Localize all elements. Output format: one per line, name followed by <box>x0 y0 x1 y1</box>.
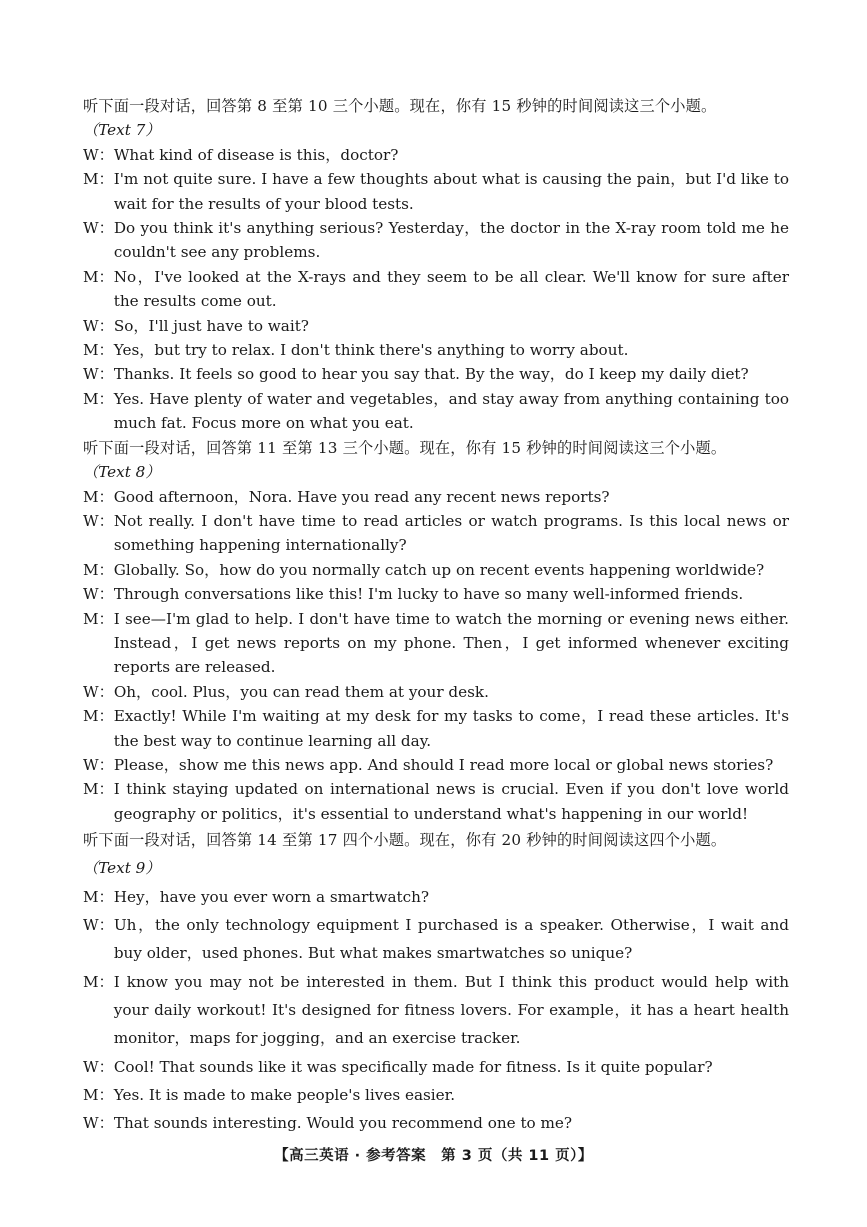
utterance: Through conversations like this! I'm lucky to have so many well-informed friends. <box>113 585 744 604</box>
section-label: （Text 9） <box>83 859 161 878</box>
speaker: W： <box>83 585 114 604</box>
section-text-8 <box>83 436 789 827</box>
utterance: Globally. So，how do you normally catch up on recent events happening worldwide? <box>113 560 765 579</box>
dialogue-line <box>83 1081 789 1109</box>
section-text-7 <box>83 94 789 436</box>
dialogue-line <box>83 704 789 753</box>
dialogue-line <box>83 607 789 680</box>
utterance: Yes. Have plenty of water and vegetables，and stay away from anything containing too much fat. Focus more on what you eat. <box>113 389 789 433</box>
dialogue-line <box>83 509 789 558</box>
utterance: Yes. It is made to make people's lives easier. <box>113 1085 456 1104</box>
utterance: Uh，the only technology equipment I purchased is a speaker. Otherwise，I wait and buy older，used phones. But what makes smartwatches so unique? <box>113 916 789 963</box>
utterance: I'm not quite sure. I have a few thoughts about what is causing the pain，but I'd like to wait for the results of your blood tests. <box>113 170 789 213</box>
utterance: Yes，but try to relax. I don't think there's anything to worry about. <box>113 341 629 360</box>
utterance: I think staying updated on international news is crucial. Even if you don't love world geography or politics，it's essential to understand what's happening in our world! <box>113 780 789 823</box>
speaker: W： <box>83 511 114 530</box>
dialogue-line <box>83 911 789 968</box>
dialogue-line <box>83 968 789 1053</box>
speaker: W： <box>83 1114 114 1133</box>
dialogue-line <box>83 1109 789 1137</box>
speaker: M： <box>83 609 114 628</box>
dialogue-line <box>83 558 789 582</box>
dialogue-line <box>83 265 789 314</box>
speaker: M： <box>83 560 114 579</box>
dialogue-line <box>83 387 789 436</box>
utterance: Not really. I don't have time to read articles or watch programs. Is this local news or something happening internationally? <box>113 511 789 555</box>
speaker: M： <box>83 341 114 360</box>
speaker: W： <box>83 682 114 701</box>
utterance: Cool! That sounds like it was specifically made for fitness. Is it quite popular? <box>113 1057 713 1076</box>
utterance: No，I've looked at the X-rays and they seem to be all clear. We'll know for sure after the results come out. <box>113 267 789 311</box>
dialogue-line <box>83 314 789 338</box>
dialogue-line <box>83 362 789 386</box>
utterance: Hey，have you ever worn a smartwatch? <box>113 887 430 906</box>
dialogue-line <box>83 680 789 704</box>
utterance: Please，show me this news app. And should I read more local or global news stories? <box>113 755 774 774</box>
speaker: M： <box>83 389 114 408</box>
speaker: M： <box>83 1085 114 1104</box>
utterance: Do you think it's anything serious? Yesterday，the doctor in the X-ray room told me he couldn't see any problems. <box>113 219 789 262</box>
utterance: Exactly! While I'm waiting at my desk for my tasks to come，I read these articles. It's the best way to continue learning all day. <box>113 707 789 750</box>
utterance: That sounds interesting. Would you recommend one to me? <box>113 1114 573 1133</box>
utterance: Good afternoon，Nora. Have you read any recent news reports? <box>113 487 610 506</box>
dialogue-line <box>83 883 789 911</box>
page-footer: 【高三英语 · 参考答案 第 3 页（共 11 页）】 <box>274 1148 593 1164</box>
speaker: W： <box>83 316 114 335</box>
section-label: （Text 7） <box>83 121 161 140</box>
dialogue-line <box>83 216 789 265</box>
utterance: Oh，cool. Plus，you can read them at your desk. <box>113 682 489 701</box>
section-instruction: 听下面一段对话，回答第 8 至第 10 三个小题。现在，你有 15 秒钟的时间阅读这三个小题。 <box>83 97 717 115</box>
section-instruction: 听下面一段对话，回答第 14 至第 17 四个小题。现在，你有 20 秒钟的时间阅读这四个小题。 <box>83 831 727 850</box>
utterance: Thanks. It feels so good to hear you say that. By the way，do I keep my daily diet? <box>113 365 749 384</box>
dialogue-line <box>83 485 789 509</box>
speaker: W： <box>83 1057 114 1076</box>
utterance: So，I'll just have to wait? <box>113 316 309 335</box>
speaker: W： <box>83 219 114 238</box>
speaker: M： <box>83 707 114 726</box>
dialogue-line <box>83 1053 789 1081</box>
section-instruction: 听下面一段对话，回答第 11 至第 13 三个小题。现在，你有 15 秒钟的时间阅读这三个小题。 <box>83 438 727 457</box>
speaker: W： <box>83 755 114 774</box>
dialogue-line <box>83 777 789 826</box>
dialogue-line <box>83 753 789 777</box>
speaker: M： <box>83 780 114 799</box>
section-label: （Text 8） <box>83 463 161 482</box>
speaker: W： <box>83 365 114 384</box>
utterance: What kind of disease is this，doctor? <box>113 145 399 164</box>
document-body <box>83 94 789 1137</box>
dialogue-line <box>83 338 789 362</box>
speaker: M： <box>83 487 114 506</box>
dialogue-line <box>83 143 789 167</box>
speaker: W： <box>83 145 114 164</box>
speaker: M： <box>83 887 114 906</box>
dialogue-line <box>83 582 789 606</box>
utterance: I see—I'm glad to help. I don't have time to watch the morning or evening news either. Instead，I get news reports on my phone. Then，I get informed whenever exciting reports are released. <box>113 609 789 677</box>
speaker: W： <box>83 916 114 935</box>
speaker: M： <box>83 972 114 991</box>
dialogue-line <box>83 167 789 216</box>
utterance: I know you may not be interested in them. But I think this product would help with your daily workout! It's designed for fitness lovers. For example，it has a heart health monitor，maps for jogging，and an exercise tracker. <box>113 972 789 1048</box>
speaker: M： <box>83 170 114 189</box>
section-text-9 <box>83 826 789 1137</box>
speaker: M： <box>83 267 114 286</box>
